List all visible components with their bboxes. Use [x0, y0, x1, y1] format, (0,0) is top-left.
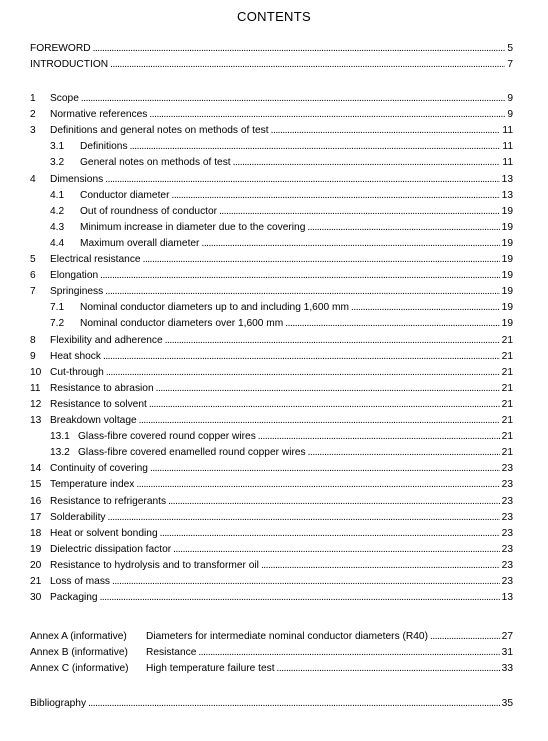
toc-entry — [30, 172, 513, 188]
toc-leader-dots — [112, 574, 500, 590]
toc-entry-page: 9 — [507, 93, 513, 104]
toc-entry-label: INTRODUCTION — [30, 59, 109, 71]
toc-entry-page: 27 — [501, 631, 513, 642]
toc-entry-number: 20 — [30, 559, 42, 571]
toc-entry-page: 13 — [501, 189, 513, 201]
toc-entry-label: Nominal conductor diameters up to and including 1,600 mm — [80, 302, 349, 314]
toc-entry-label: Diameters for intermediate nominal conductor diameters (R40) — [146, 631, 428, 642]
toc-entry — [30, 300, 513, 316]
toc-leader-dots — [307, 220, 499, 236]
toc-leader-dots — [219, 204, 500, 220]
toc-leader-dots — [136, 477, 499, 493]
toc-entry-page: 9 — [507, 109, 513, 121]
toc-leader-dots — [277, 661, 500, 677]
toc-entry-number: 13.1 — [50, 431, 70, 443]
toc-leader-dots — [285, 316, 499, 332]
toc-entry-number: 1 — [30, 93, 36, 104]
toc-entry-page: 21 — [501, 431, 513, 443]
toc-entry-page: 21 — [501, 350, 513, 362]
toc-leader-dots — [139, 413, 500, 429]
toc-entry — [30, 494, 513, 510]
toc-entry — [30, 590, 513, 606]
toc-entry-label: Temperature index — [50, 479, 135, 491]
toc-entry-page: 23 — [501, 463, 513, 475]
toc-entry — [30, 268, 513, 284]
toc-entry-number: 3.2 — [50, 157, 65, 169]
toc-entry-page: 19 — [501, 205, 513, 217]
toc-entry-label: Resistance — [146, 647, 197, 659]
toc-entry — [30, 349, 513, 365]
toc-entry — [30, 477, 513, 493]
toc-entry-label: Minimum increase in diameter due to the covering — [80, 221, 306, 233]
toc-leader-dots — [103, 349, 500, 365]
toc-entry-page: 23 — [501, 543, 513, 555]
toc-entry-number: 7.1 — [50, 302, 65, 314]
toc-leader-dots — [81, 91, 505, 107]
toc-entry — [30, 333, 513, 349]
toc-entry-number: Annex C (informative) — [30, 663, 129, 675]
toc-entry-page: 21 — [501, 447, 513, 459]
toc-leader-dots — [233, 155, 501, 171]
toc-entry-number: 10 — [30, 366, 42, 378]
toc-entry-page: 21 — [501, 334, 513, 346]
toc-entry-label: Normative references — [50, 109, 148, 121]
toc-leader-dots — [171, 188, 499, 204]
toc-entry-number: 13.2 — [50, 447, 70, 459]
toc-entry-page: 19 — [501, 237, 513, 249]
toc-entry-label: Flexibility and adherence — [50, 334, 163, 346]
toc-entry-page: 21 — [501, 366, 513, 378]
toc-entry-page: 23 — [501, 495, 513, 507]
toc-entry-page: 19 — [501, 286, 513, 298]
toc-leader-dots — [168, 494, 500, 510]
toc-entry-number: 14 — [30, 463, 42, 475]
toc-entry-label: Dielectric dissipation factor — [50, 543, 172, 555]
toc-entry-label: Resistance to hydrolysis and to transformer oil — [50, 559, 259, 571]
toc-entry-page: 33 — [501, 663, 513, 675]
toc-entry-number: 4 — [30, 173, 36, 185]
toc-entry-number: 6 — [30, 270, 36, 282]
toc-entry-page: 19 — [501, 221, 513, 233]
toc-entry-page: 23 — [501, 479, 513, 491]
toc-leader-dots — [150, 461, 500, 477]
toc-entry-number: 7.2 — [50, 318, 65, 330]
toc-entry-number: 15 — [30, 479, 42, 491]
toc-leader-dots — [160, 526, 500, 542]
toc-entry — [30, 429, 513, 445]
toc-entry-number: 4.3 — [50, 221, 65, 233]
toc-entry-page: 35 — [501, 698, 513, 709]
toc-entry — [30, 204, 513, 220]
toc-entry-page: 11 — [502, 157, 513, 169]
toc-entry-number: 9 — [30, 350, 36, 362]
toc-entry-page: 21 — [501, 382, 513, 394]
toc-entry — [30, 365, 513, 381]
toc-entry-label: Breakdown voltage — [50, 415, 137, 426]
toc-entry-number: 11 — [30, 382, 41, 394]
toc-entry-label: Definitions and general notes on methods of test — [50, 125, 269, 137]
toc-entry-number: 4.4 — [50, 237, 65, 249]
toc-leader-dots — [108, 510, 500, 526]
toc-entry-number: 16 — [30, 495, 42, 507]
toc-entry-page: 7 — [507, 59, 513, 71]
toc-entry-label: Definitions — [80, 141, 128, 153]
toc-leader-dots — [173, 542, 499, 558]
toc-entry-label: Glass-fibre covered enamelled round copper wires — [78, 447, 306, 459]
toc-entry-label: Loss of mass — [50, 576, 111, 587]
toc-entry — [30, 645, 513, 661]
toc-entry-label: Glass-fibre covered round copper wires — [78, 431, 256, 443]
toc-entry — [30, 220, 513, 236]
toc-entry-label: Scope — [50, 93, 79, 104]
toc-entry-number: 2 — [30, 109, 36, 121]
toc-leader-dots — [110, 57, 505, 73]
toc-entry-number: 4.1 — [50, 189, 65, 201]
toc-entry-number: 30 — [30, 592, 42, 604]
toc-entry-page: 19 — [501, 270, 513, 282]
toc-entry-page: 23 — [501, 559, 513, 571]
toc-entry-label: Heat shock — [50, 350, 101, 362]
toc-entry-label: Electrical resistance — [50, 254, 141, 265]
toc-leader-dots — [143, 252, 500, 268]
toc-leader-dots — [258, 429, 500, 445]
toc-leader-dots — [201, 236, 499, 252]
toc-leader-dots — [156, 381, 500, 397]
toc-leader-dots — [105, 284, 499, 300]
toc-entry-label: Bibliography — [30, 698, 87, 709]
toc-entry-page: 11 — [502, 141, 513, 153]
toc-leader-dots — [149, 397, 500, 413]
toc-leader-dots — [93, 41, 506, 57]
toc-entry-number: 18 — [30, 527, 42, 539]
toc-entry-page: 21 — [501, 398, 513, 410]
toc-entry — [30, 316, 513, 332]
toc-entry — [30, 236, 513, 252]
toc-leader-dots — [130, 139, 501, 155]
toc-entry-number: 17 — [30, 511, 42, 523]
toc-leader-dots — [149, 107, 505, 123]
toc-entry-label: Resistance to solvent — [50, 398, 147, 410]
toc-entry — [30, 107, 513, 123]
toc-leader-dots — [261, 558, 500, 574]
toc-entry-number: Annex B (informative) — [30, 647, 128, 659]
toc-entry — [30, 57, 513, 73]
toc-entry-page: 19 — [501, 302, 513, 314]
toc-leader-dots — [88, 696, 500, 712]
toc-entry-label: Conductor diameter — [80, 189, 170, 201]
toc-entry — [30, 397, 513, 413]
toc-entry — [30, 139, 513, 155]
toc-entry-label: FOREWORD — [30, 43, 91, 54]
toc-leader-dots — [198, 645, 499, 661]
toc-entry — [30, 123, 513, 139]
toc-entry-number: 8 — [30, 334, 36, 346]
toc-entry-label: Nominal conductor diameters over 1,600 mm — [80, 318, 284, 330]
toc-entry — [30, 542, 513, 558]
toc-entry-page: 21 — [501, 415, 513, 426]
toc-leader-dots — [165, 333, 500, 349]
toc-entry-number: 3 — [30, 125, 36, 137]
toc-leader-dots — [351, 300, 500, 316]
toc-leader-dots — [106, 365, 500, 381]
toc-leader-dots — [271, 123, 501, 139]
toc-entry — [30, 381, 513, 397]
toc-entry-number: 21 — [30, 576, 42, 587]
toc-entry-page: 19 — [501, 318, 513, 330]
toc-entry — [30, 461, 513, 477]
toc-entry — [30, 284, 513, 300]
toc-entry — [30, 574, 513, 590]
toc-entry-label: Elongation — [50, 270, 99, 282]
toc-entry-label: Resistance to refrigerants — [50, 495, 167, 507]
toc-leader-dots — [100, 268, 500, 284]
toc-entry-page: 19 — [501, 254, 513, 265]
toc-entry-label: Out of roundness of conductor — [80, 205, 218, 217]
toc-leader-dots — [308, 445, 500, 461]
toc-entry-page: 23 — [501, 527, 513, 539]
toc-entry-number: 3.1 — [50, 141, 65, 153]
toc-entry-number: 7 — [30, 286, 36, 298]
toc-entry-label: Maximum overall diameter — [80, 237, 200, 249]
toc-entry — [30, 661, 513, 677]
toc-entry-label: Cut-through — [50, 366, 104, 378]
toc-entry — [30, 629, 513, 645]
toc-entry — [30, 558, 513, 574]
toc-entry-label: Solderability — [50, 511, 106, 523]
toc-entry — [30, 155, 513, 171]
toc-entry-label: Continuity of covering — [50, 463, 148, 475]
toc-entry-label: Heat or solvent bonding — [50, 527, 158, 539]
toc-entry-label: Packaging — [50, 592, 98, 604]
toc-entry-page: 5 — [507, 43, 513, 54]
toc-entry-number: 12 — [30, 398, 42, 410]
toc-entry-label: Resistance to abrasion — [50, 382, 154, 394]
toc-entry — [30, 91, 513, 107]
toc-leader-dots — [100, 590, 500, 606]
toc-entry-label: Springiness — [50, 286, 104, 298]
toc-entry-number: 19 — [30, 543, 42, 555]
toc-leader-dots — [105, 172, 499, 188]
toc-entry-page: 23 — [501, 576, 513, 587]
toc-entry — [30, 188, 513, 204]
toc-entry-label: Dimensions — [50, 173, 104, 185]
toc-entry-page: 13 — [501, 592, 513, 604]
toc-entry — [30, 413, 513, 429]
toc-entry — [30, 696, 513, 712]
toc-entry-number: 13 — [30, 415, 42, 426]
toc-entry — [30, 526, 513, 542]
toc-entry — [30, 445, 513, 461]
toc-entry — [30, 41, 513, 57]
toc-leader-dots — [430, 629, 500, 645]
toc-entry-page: 31 — [501, 647, 513, 659]
toc-entry-page: 23 — [501, 511, 513, 523]
page-title: CONTENTS — [237, 9, 311, 24]
toc-entry — [30, 252, 513, 268]
toc-entry — [30, 510, 513, 526]
toc-entry-label: High temperature failure test — [146, 663, 275, 675]
toc-entry-number: Annex A (informative) — [30, 631, 127, 642]
toc-entry-number: 5 — [30, 254, 36, 265]
toc-entry-page: 11 — [502, 125, 513, 137]
toc-entry-label: General notes on methods of test — [80, 157, 231, 169]
toc-entry-page: 13 — [501, 173, 513, 185]
toc-entry-number: 4.2 — [50, 205, 65, 217]
